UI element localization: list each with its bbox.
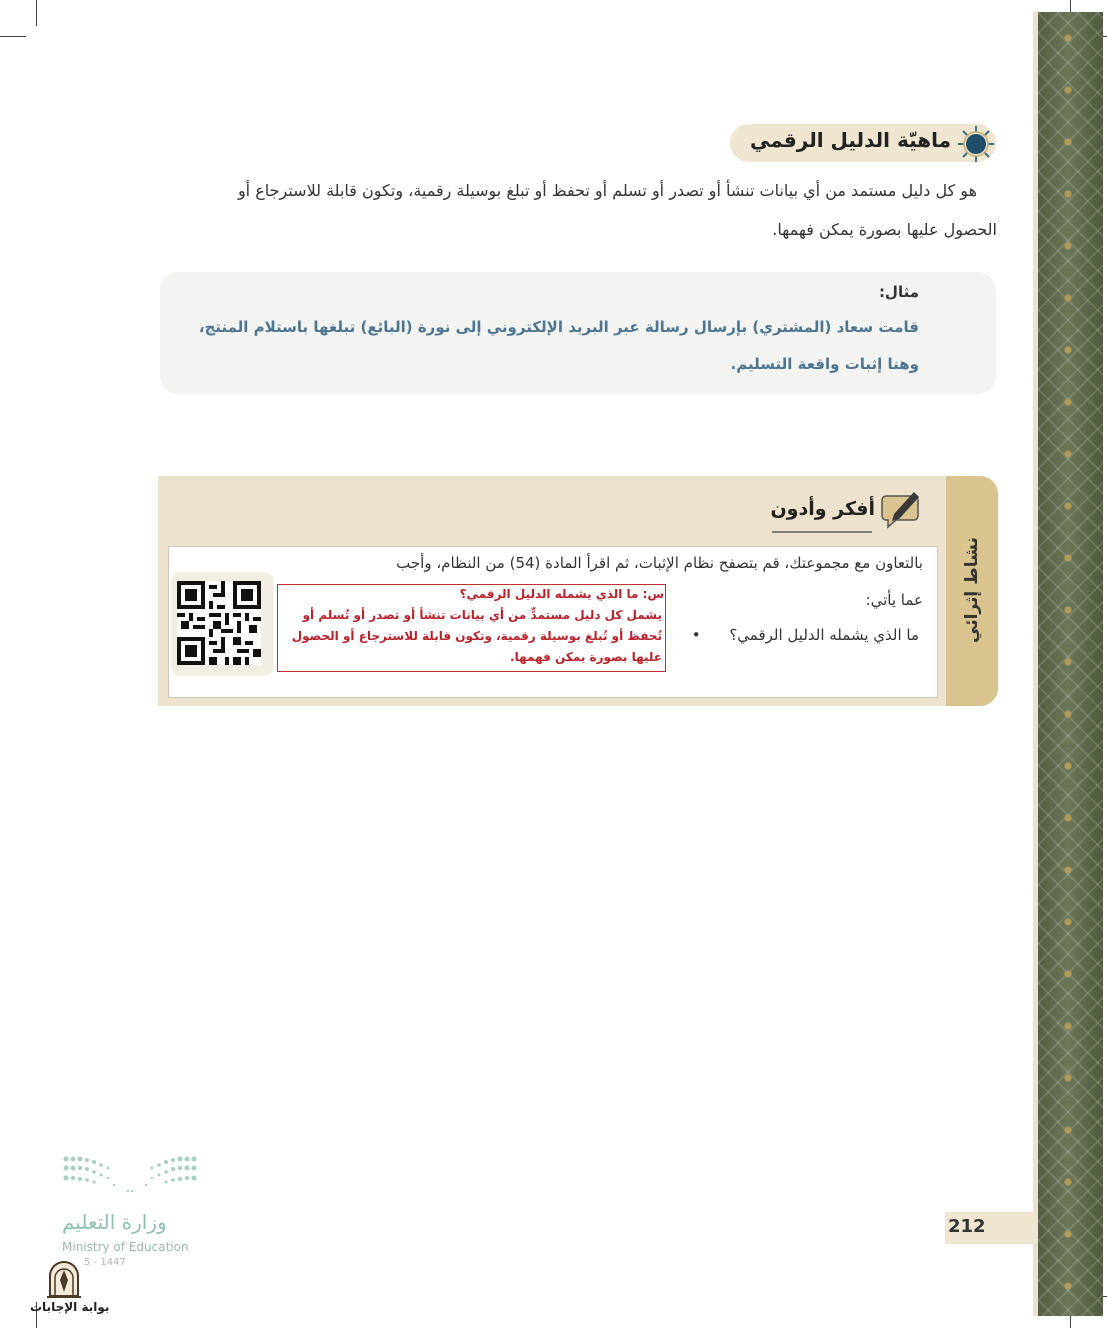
example-line-2: وهنا إثبات واقعة التسليم. bbox=[730, 355, 919, 373]
definition-line-2: الحصول عليها بصورة يمكن فهمها. bbox=[772, 220, 997, 239]
crop-mark bbox=[0, 36, 26, 37]
answers-portal-watermark: بوابة الإجابات bbox=[30, 1300, 110, 1314]
sun-bullet-icon bbox=[956, 124, 996, 164]
edition-year: 5 - 1447 bbox=[84, 1257, 126, 1268]
crop-mark bbox=[36, 0, 37, 26]
pencil-speech-icon bbox=[880, 486, 924, 530]
section-heading: ماهيّة الدليل الرقمي bbox=[750, 128, 951, 152]
ministry-logo-dots-icon bbox=[62, 1155, 198, 1197]
activity-tab-label: نشاط إثرائي bbox=[962, 537, 982, 643]
qr-code-icon[interactable] bbox=[177, 581, 261, 665]
page-number: 212 bbox=[948, 1216, 986, 1237]
definition-line-1: هو كل دليل مستمد من أي بيانات تنشأ أو تصدر أو تسلم أو تحفظ أو تبلغ بوسيلة رقمية، وتكون قابلة للاسترجاع أو bbox=[237, 181, 977, 200]
decorative-border bbox=[1033, 12, 1103, 1316]
ministry-name-english: Ministry of Education bbox=[62, 1240, 189, 1254]
answer-text: يشمل كل دليل مستمدٍّ من أي بيانات تنشأ أو تصدر أو تُسلم أو تُحفظ أو تُبلغ بوسيلة رقمية، وتكون قابلة للاسترجاع أو الحصول عليها بصورة يمكن فهمها. bbox=[291, 608, 662, 664]
title-underline bbox=[772, 531, 872, 533]
example-line-1: قامت سعاد (المشتري) بإرسال رسالة عبر البريد الإلكتروني إلى نورة (البائع) تبلغها باستلام المنتج، bbox=[198, 318, 919, 336]
instruction-line-1: بالتعاون مع مجموعتك، قم بتصفح نظام الإثبات، ثم اقرأ المادة (54) من النظام، وأجب bbox=[396, 554, 923, 572]
bullet-question bbox=[692, 626, 919, 644]
decorative-border-edge bbox=[1033, 12, 1038, 1316]
ministry-name-arabic: وزارة التعليم bbox=[62, 1210, 167, 1234]
think-and-write-title: أفكر وأدون bbox=[770, 498, 875, 520]
instruction-line-2: عما يأتي: bbox=[865, 591, 923, 609]
example-label: مثال: bbox=[878, 283, 919, 301]
answers-portal-logo-icon bbox=[44, 1256, 84, 1300]
bullet-dot: • bbox=[691, 626, 701, 644]
bullet-question-text: ما الذي يشمله الدليل الرقمي؟ bbox=[729, 626, 919, 644]
answer-question: س: ما الذي يشمله الدليل الرقمي؟ bbox=[459, 587, 664, 601]
